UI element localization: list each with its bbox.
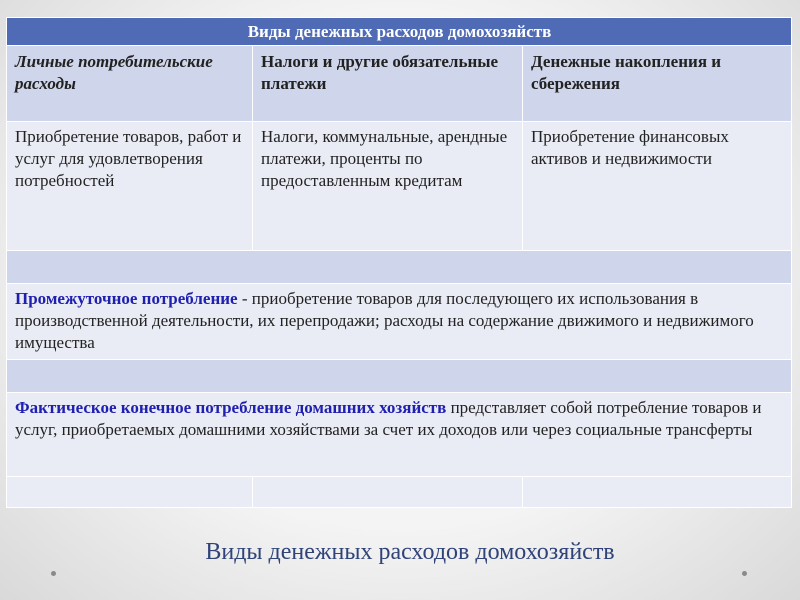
table-spacer-row	[7, 251, 792, 284]
definition-row-intermediate	[7, 284, 792, 360]
definition-row-final	[7, 393, 792, 477]
header-savings: Денежные накопления и сбережения	[523, 46, 792, 122]
table-header-row	[7, 46, 792, 122]
table-empty-row	[7, 477, 792, 508]
empty-cell	[7, 477, 253, 508]
expenses-table	[6, 17, 792, 508]
table-spacer-row	[7, 360, 792, 393]
spacer-cell	[7, 251, 792, 284]
header-personal-consumption: Личные потребительские расходы	[7, 46, 253, 122]
empty-cell	[523, 477, 792, 508]
definition-intermediate-consumption	[7, 284, 792, 360]
definition-final-consumption	[7, 393, 792, 477]
empty-cell	[253, 477, 523, 508]
decorative-dot-right	[742, 571, 747, 576]
header-taxes: Налоги и другие обязательные платежи	[253, 46, 523, 122]
table-title: Виды денежных расходов домохозяйств	[7, 18, 792, 46]
table-title-row	[7, 18, 792, 46]
description-personal-consumption: Приобретение товаров, работ и услуг для удовлетворения потребностей	[7, 122, 253, 251]
decorative-dot-left	[51, 571, 56, 576]
definition-text-final: представляет собой потребление товаров и услуг, приобретаемых домашними хозяйствами за счет их доходов или через социальные трансферты	[15, 398, 762, 439]
term-final-consumption: Фактическое конечное потребление домашних хозяйств	[15, 398, 447, 417]
slide-caption: Виды денежных расходов домохозяйств	[205, 539, 615, 565]
description-taxes: Налоги, коммунальные, арендные платежи, проценты по предоставленным кредитам	[253, 122, 523, 251]
term-intermediate-consumption: Промежуточное потребление	[15, 289, 238, 308]
table-description-row	[7, 122, 792, 251]
definition-text-intermediate: - приобретение товаров для последующего их использования в производственной деятельности, их перепродажи; расходы на содержание движимого и недвижимого имущества	[15, 289, 754, 352]
description-savings: Приобретение финансовых активов и недвижимости	[523, 122, 792, 251]
spacer-cell	[7, 360, 792, 393]
